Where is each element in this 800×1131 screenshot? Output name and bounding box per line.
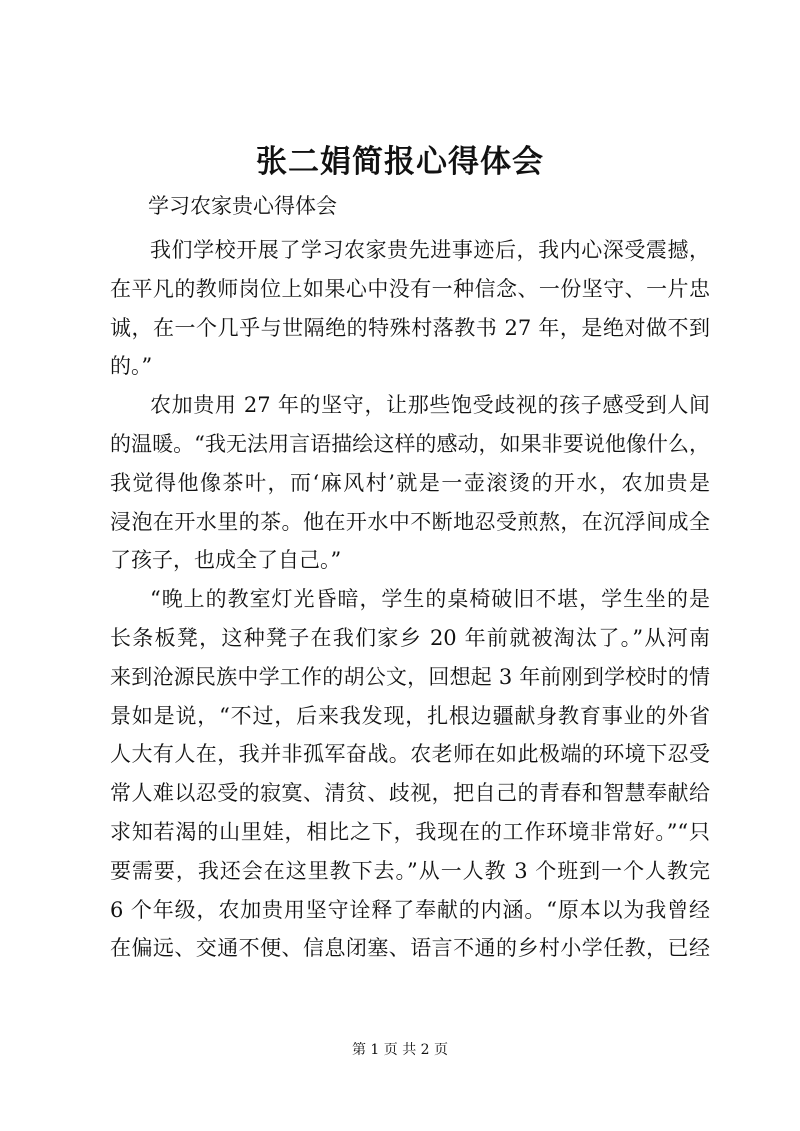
text-line: 农加贵用 27 年的坚守，让那些饱受歧视的孩子感受到人间 (150, 393, 710, 418)
text-line: 的。” (110, 354, 153, 379)
text-line: 景如是说，“不过，后来我发现，扎根边疆献身教育事业的外省 (110, 703, 710, 728)
document-body (110, 231, 710, 968)
text-line: 求知若渴的山里娃，相比之下，我现在的工作环境非常好。”“只 (110, 819, 710, 844)
paragraph (110, 580, 710, 968)
text-line: 诚，在一个几乎与世隔绝的特殊村落教书 27 年，是绝对做不到 (110, 315, 710, 340)
text-line: 长条板凳，这种凳子在我们家乡 20 年前就被淘汰了。”从河南 (110, 625, 710, 650)
text-line: 浸泡在开水里的茶。他在开水中不断地忍受煎熬，在沉浮间成全 (110, 509, 710, 534)
page-footer: 第 1 页 共 2 页 (351, 1042, 449, 1058)
text-line: 在偏远、交通不便、信息闭塞、语言不通的乡村小学任教，已经 (110, 936, 710, 961)
text-line: 6 个年级，农加贵用坚守诠释了奉献的内涵。“原本以为我曾经 (110, 897, 710, 922)
text-line: 要需要，我还会在这里教下去。”从一人教 3 个班到一个人教完 (110, 858, 710, 883)
document-subtitle: 学习农家贵心得体会 (148, 194, 337, 218)
text-line: “晚上的教室灯光昏暗，学生的桌椅破旧不堪，学生坐的是 (150, 587, 710, 612)
document-title: 张二娟简报心得体会 (256, 144, 544, 180)
text-line: 了孩子，也成全了自己。” (110, 548, 342, 573)
text-line: 我们学校开展了学习农家贵先进事迹后，我内心深受震撼， (150, 238, 710, 262)
text-line: 常人难以忍受的寂寞、清贫、歧视，把自己的青春和智慧奉献给 (110, 781, 710, 806)
text-line: 在平凡的教师岗位上如果心中没有一种信念、一份坚守、一片忠 (110, 276, 710, 301)
paragraph (110, 231, 710, 386)
text-line: 的温暖。“我无法用言语描绘这样的感动，如果非要说他像什么， (110, 431, 710, 456)
text-line: 我觉得他像茶叶，而‘麻风村’就是一壶滚烫的开水，农加贵是 (110, 470, 710, 495)
text-line: 来到沧源民族中学工作的胡公文，回想起 3 年前刚到学校时的情 (110, 664, 710, 689)
text-line: 人大有人在，我并非孤军奋战。农老师在如此极端的环境下忍受 (110, 742, 710, 767)
paragraph (110, 386, 710, 580)
